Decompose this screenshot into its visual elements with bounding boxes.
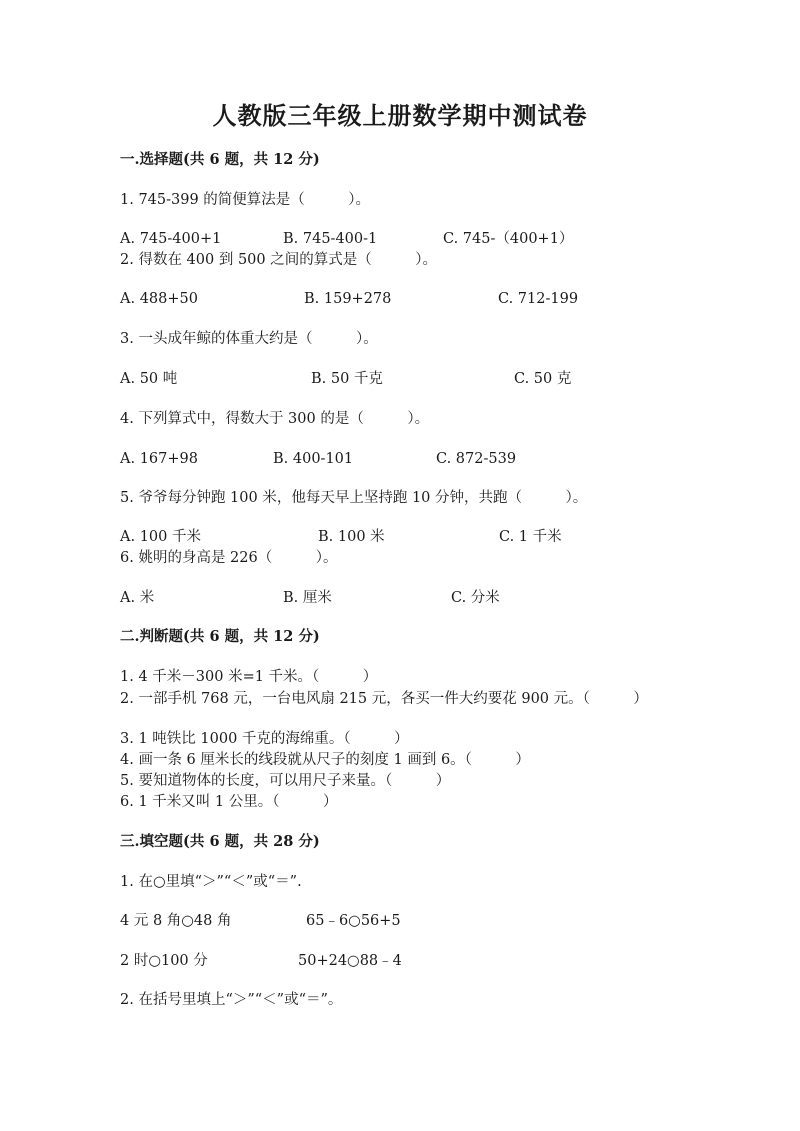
- section-heading-fill: 三.填空题(共 6 题，共 28 分): [120, 833, 320, 850]
- option-b: B. 159+278: [304, 291, 392, 307]
- list-item: 6. 1 千米又叫 1 公里。（ ）: [120, 794, 338, 810]
- question-text: 3. 一头成年鲸的体重大约是（ ）。: [120, 331, 378, 347]
- option-a: A. 167+98: [120, 451, 198, 467]
- option-c: C. 872-539: [436, 451, 517, 467]
- question-text: 2. 在括号里填上“＞”“＜”或“＝”。: [120, 992, 343, 1008]
- option-c: C. 745-（400+1）: [443, 231, 574, 247]
- comparison-item: 4 元 8 角○48 角: [120, 913, 232, 929]
- option-b: B. 400-101: [273, 451, 354, 467]
- comparison-item: 2 时○100 分: [120, 953, 208, 969]
- list-item: 2. 一部手机 768 元，一台电风扇 215 元，各买一件大约要花 900 元。（ ）: [120, 691, 648, 707]
- option-b: B. 100 米: [318, 529, 385, 545]
- option-b: B. 50 千克: [311, 371, 383, 387]
- section-heading-judgement: 二.判断题(共 6 题，共 12 分): [120, 628, 320, 645]
- section-heading-choice: 一.选择题(共 6 题，共 12 分): [120, 151, 320, 168]
- list-item: 1. 4 千米－300 米=1 千米。（ ）: [120, 669, 378, 685]
- option-c: C. 1 千米: [499, 529, 562, 545]
- option-a: A. 米: [120, 590, 155, 606]
- option-a: A. 488+50: [120, 291, 198, 307]
- option-b: B. 745-400-1: [283, 231, 378, 247]
- question-text: 2. 得数在 400 到 500 之间的算式是（ ）。: [120, 252, 437, 268]
- option-c: C. 分米: [451, 590, 500, 606]
- option-a: A. 745-400+1: [120, 231, 222, 247]
- option-a: A. 100 千米: [120, 529, 201, 545]
- option-b: B. 厘米: [283, 590, 332, 606]
- question-text: 1. 745-399 的简便算法是（ ）。: [120, 192, 371, 208]
- option-a: A. 50 吨: [120, 371, 178, 387]
- option-c: C. 50 克: [514, 371, 572, 387]
- question-text: 4. 下列算式中，得数大于 300 的是（ ）。: [120, 411, 430, 427]
- option-c: C. 712-199: [498, 291, 579, 307]
- page-title: 人教版三年级上册数学期中测试卷: [212, 101, 588, 130]
- question-text: 1. 在○里填“＞”“＜”或“＝”.: [120, 874, 302, 890]
- comparison-item: 65﹣6○56+5: [306, 913, 401, 929]
- list-item: 4. 画一条 6 厘米长的线段就从尺子的刻度 1 画到 6。（ ）: [120, 752, 530, 768]
- list-item: 3. 1 吨铁比 1000 千克的海绵重。（ ）: [120, 731, 409, 747]
- list-item: 5. 要知道物体的长度，可以用尺子来量。（ ）: [120, 773, 451, 789]
- question-text: 6. 姚明的身高是 226（ ）。: [120, 550, 338, 566]
- question-text: 5. 爷爷每分钟跑 100 米，他每天早上坚持跑 10 分钟，共跑（ ）。: [120, 490, 588, 506]
- comparison-item: 50+24○88﹣4: [298, 953, 402, 969]
